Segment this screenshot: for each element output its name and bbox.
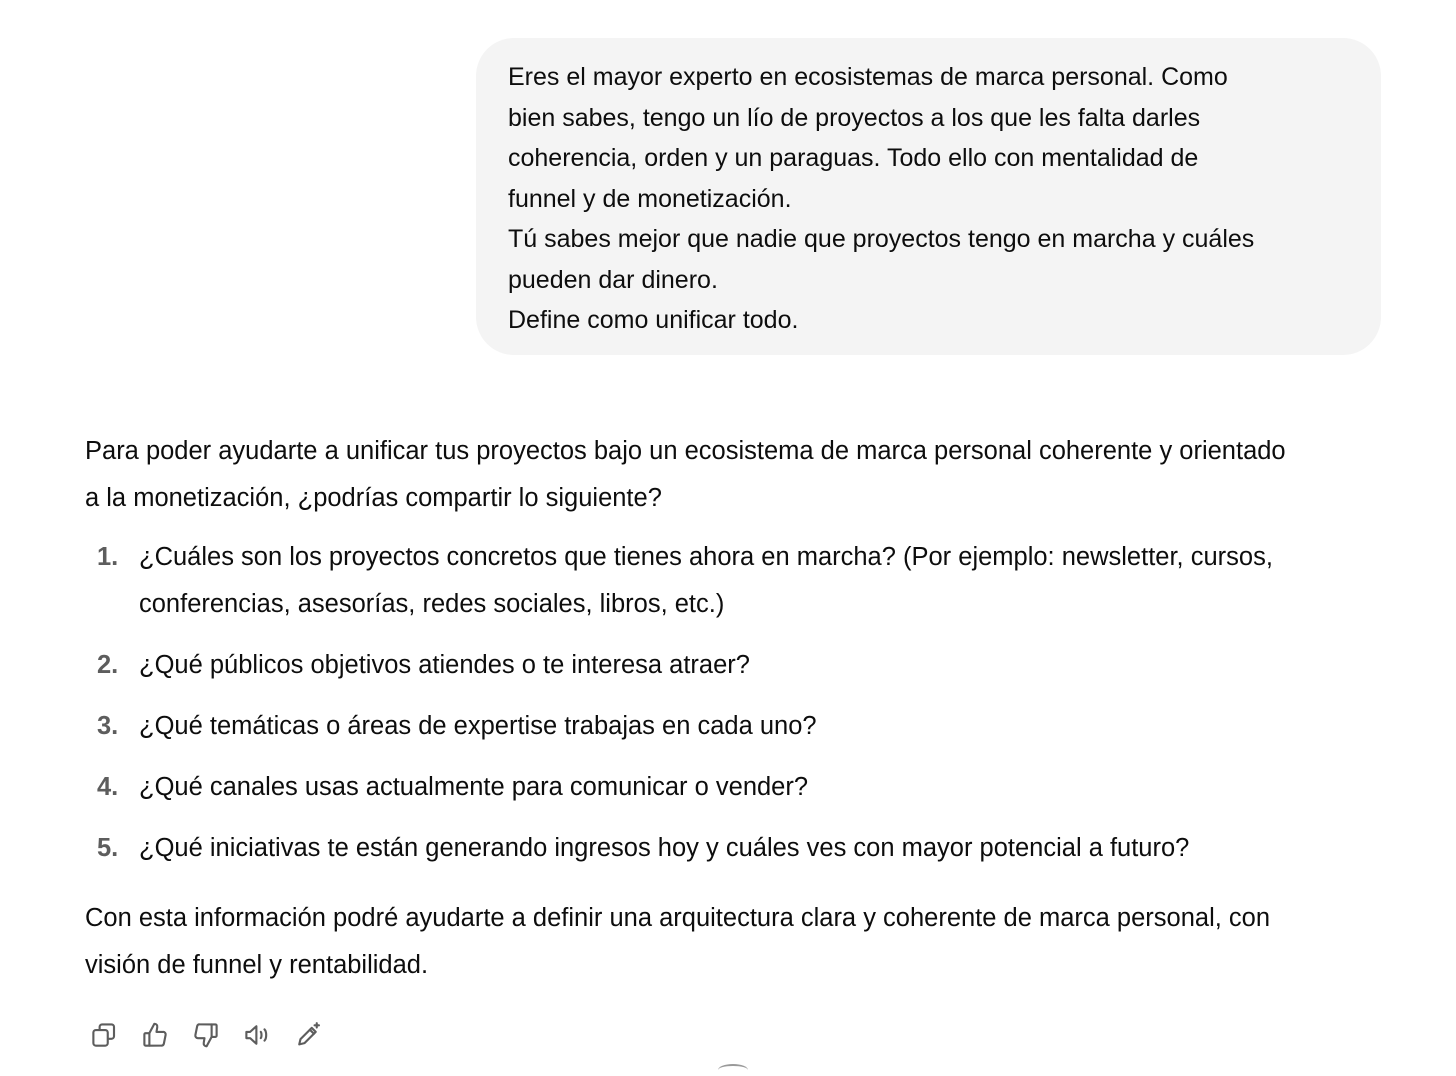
assistant-message [85, 428, 1395, 989]
question-text: ¿Qué iniciativas te están generando ingresos hoy y cuáles ves con mayor potencial a futuro? [139, 834, 1190, 862]
read-aloud-button[interactable] [238, 1016, 276, 1054]
scroll-down-indicator[interactable] [718, 1064, 748, 1076]
question-item [85, 642, 1395, 689]
question-text: ¿Qué temáticas o áreas de expertise trabajas en cada uno? [139, 712, 817, 740]
thumbs-down-button[interactable] [187, 1016, 225, 1054]
question-number: 3. [97, 712, 119, 740]
assistant-closing [85, 895, 1395, 989]
question-text: ¿Qué canales usas actualmente para comunicar o vender? [139, 773, 809, 801]
thumbs-up-icon [140, 1020, 170, 1050]
question-text: ¿Qué públicos objetivos atiendes o te interesa atraer? [139, 651, 750, 679]
user-message-line: coherencia, orden y un paraguas. Todo ello con mentalidad de [508, 144, 1199, 172]
question-number: 4. [97, 773, 119, 801]
edit-icon [293, 1020, 323, 1050]
edit-button[interactable] [289, 1016, 327, 1054]
question-text: conferencias, asesorías, redes sociales, libros, etc.) [139, 590, 725, 618]
copy-button[interactable] [85, 1016, 123, 1054]
question-item [85, 825, 1395, 872]
thumbs-down-icon [191, 1020, 221, 1050]
question-text: ¿Cuáles son los proyectos concretos que tienes ahora en marcha? (Por ejemplo: newsletter, cursos, [139, 543, 1273, 571]
intro-line: a la monetización, ¿podrías compartir lo siguiente? [85, 484, 662, 512]
message-actions [85, 1016, 327, 1054]
copy-icon [89, 1020, 119, 1050]
assistant-intro [85, 428, 1395, 522]
user-message-line: pueden dar dinero. [508, 265, 718, 294]
questions-list [85, 534, 1395, 872]
question-item [85, 764, 1395, 811]
user-message-line: Tú sabes mejor que nadie que proyectos tengo en marcha y cuáles [508, 225, 1255, 253]
read-aloud-icon [242, 1020, 272, 1050]
question-number: 5. [97, 834, 119, 862]
question-number: 2. [97, 651, 119, 679]
question-item [85, 703, 1395, 750]
intro-line: Para poder ayudarte a unificar tus proyectos bajo un ecosistema de marca personal coherente y orientado [85, 437, 1286, 465]
closing-line: visión de funnel y rentabilidad. [85, 951, 429, 979]
closing-line: Con esta información podré ayudarte a definir una arquitectura clara y coherente de marca personal, con [85, 904, 1271, 932]
user-message-line: funnel y de monetización. [508, 184, 792, 213]
user-message-line: Eres el mayor experto en ecosistemas de marca personal. Como [508, 63, 1228, 91]
question-item [85, 534, 1395, 628]
user-message-bubble [476, 38, 1381, 355]
user-message-line: Define como unificar todo. [508, 306, 799, 334]
thumbs-up-button[interactable] [136, 1016, 174, 1054]
user-message-line: bien sabes, tengo un lío de proyectos a los que les falta darles [508, 103, 1201, 132]
question-number: 1. [97, 543, 119, 571]
